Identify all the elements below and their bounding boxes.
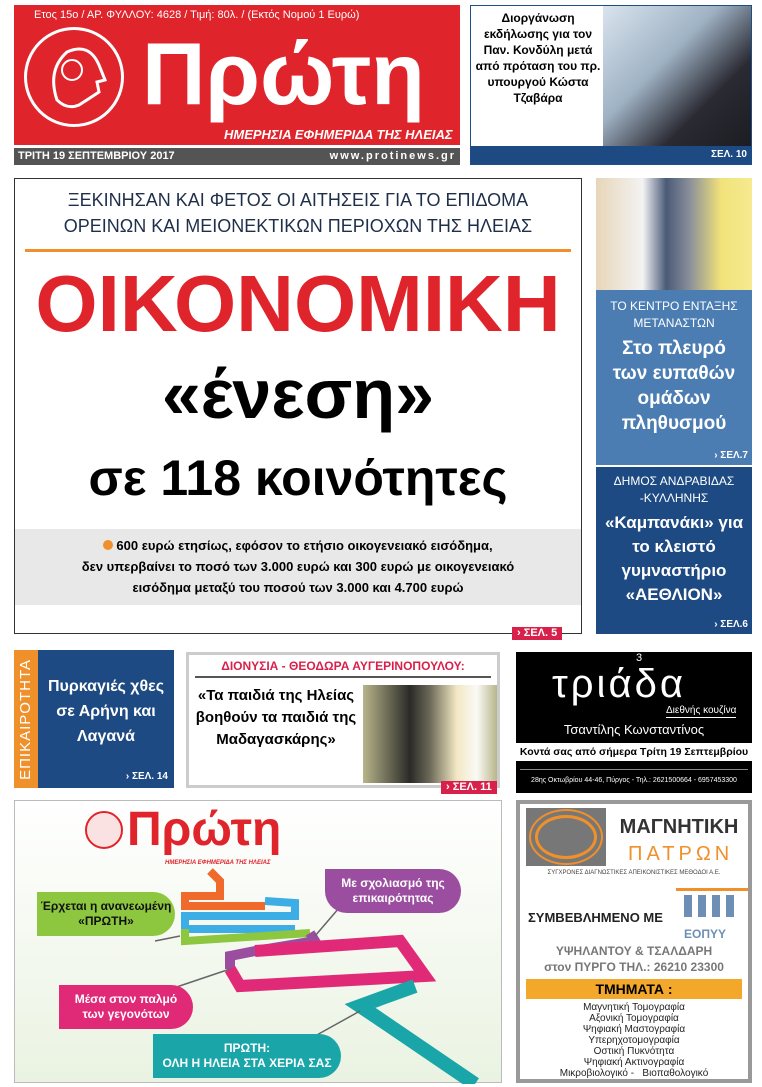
magn-tagline: ΣΥΓΧΡΟΝΕΣ ΔΙΑΓΝΩΣΤΙΚΕΣ ΑΠΕΙΚΟΝΙΣΤΙΚΕΣ ΜΕΘΟΔΟΙ Α.Ε. [547,870,721,876]
department-item: Αξονική Τομογραφία [589,1013,679,1024]
dion-page-ref[interactable]: › ΣΕΛ. 11 [441,781,497,794]
magn-logo-sub: ΠΑΤΡΩΝ [628,843,734,865]
magn-phone: στον ΠΥΡΓΟ ΤΗΛ.: 26210 23300 [544,960,724,974]
lead-kicker-line: ΞΕΚΙΝΗΣΑΝ ΚΑΙ ΦΕΤΟΣ ΟΙ ΑΙΤΗΣΕΙΣ ΓΙΑ ΤΟ ΕΠΙΔΟΜΑ [67,190,529,210]
lead-kicker-line: ΟΡΕΙΝΩΝ ΚΑΙ ΜΕΙΟΝΕΚΤΙΚΩΝ ΠΕΡΙΟΧΩΝ ΤΗΣ ΗΛΕΙΑΣ [63,216,533,236]
promo-logo: Πρώτη [127,803,282,856]
magn-logo: ΜΑΓΝΗΤΙΚΗ [619,816,739,838]
page-ref[interactable]: ΣΕΛ. 10 [710,149,747,160]
summary-line: 600 ευρώ ετησίως, εφόσον το ετήσιο οικογενειακό εισόδημα, [116,538,493,553]
dion-quote: «Τα παιδιά της Ηλείας βοηθούν τα παιδιά της Μαδαγασκάρης» [195,687,357,748]
lead-headline-2: «ένεση» [161,355,435,433]
promo-logo-sub: ΗΜΕΡΗΣΙΑ ΕΦΗΜΕΡΙΔΑ ΤΗΣ ΗΛΕΙΑΣ [165,860,271,866]
masthead-subtitle: ΗΜΕΡΗΣΙΑ ΕΦΗΜΕΡΙΔΑ ΤΗΣ ΗΛΕΙΑΣ [224,127,453,142]
eopyy-logo-icon [676,888,748,924]
lead-headline-3: σε 118 κοινότητες [88,450,508,506]
teaser-photo [603,6,751,146]
lead-kicker [15,187,581,239]
dion-photo [363,685,497,783]
lead-page-ref[interactable]: › ΣΕΛ. 5 [512,627,562,640]
right-column [596,178,752,634]
side2-headline: «Καμπανάκι» για το κλειστό γυμναστήριο «ΑΕΘΛΙΟΝ» [604,513,744,604]
divider [25,249,571,252]
department-item: Μικροβιολογικό - Βιοπαθολογικό [559,1068,709,1079]
departments-list [520,1002,748,1079]
magnet-logo-icon [526,808,606,866]
departments-title: ΤΜΗΜΑΤΑ : [526,979,742,999]
masthead [14,5,460,145]
lead-story [14,178,582,634]
issue-line: Ετος 15ο / ΑΡ. ΦΥΛΛΟΥ: 4628 / Τιμή: 80λ. / (Εκτός Νομού 1 Ευρώ) [34,9,360,21]
department-item: Οστική Πυκνότητα [593,1046,675,1057]
issue-date: ΤΡΙΤΗ 19 ΣΕΠΤΕΜΒΡΙΟΥ 2017 [18,150,175,162]
masthead-title: Πρώτη [142,24,425,123]
contracted-label: ΣΥΜΒΕΒΛΗΜΕΝΟ ΜΕ [528,910,663,925]
section-label-strip [14,650,38,788]
department-item: Ψηφιακή Μαστογραφία [582,1024,686,1035]
section-label: ΕΠΙΚΑΙΡΟΤΗΤΑ [17,658,34,780]
triada-sup: 3 [636,652,643,664]
teaser-page-bar [471,146,751,164]
website-link[interactable]: www.protinews.gr [329,150,456,162]
promo-renewed-proti [14,800,502,1083]
side1-photo [596,178,752,290]
ad-magnitiki[interactable] [516,800,752,1083]
department-item: Μαγνητική Τομογραφία [583,1002,685,1013]
side2-story[interactable] [596,467,752,634]
divider [520,769,748,770]
ad-triada[interactable] [516,652,752,793]
ribbon-pink [230,941,425,986]
promo-bubble-teal [153,1034,341,1078]
page-ref[interactable]: › ΣΕΛ.6 [714,619,748,630]
news-box-madagascar[interactable] [186,652,500,788]
triada-address: 28ης Οκτωβρίου 44-46, Πύργος - Τηλ.: 2621500664 - 6957453300 [531,777,737,784]
side2-kicker: ΔΗΜΟΣ ΑΝΔΡΑΒΙΔΑΣ -ΚΥΛΛΗΝΗΣ [613,474,735,505]
triada-owner: Τσαντίλης Κωνσταντίνος [563,722,705,737]
fires-headline: Πυρκαγιές χθες σε Αρήνη και Λαγανά [47,678,165,745]
lead-summary [15,529,581,605]
date-bar [14,148,460,165]
dion-kicker: ΔΙΟΝΥΣΙΑ - ΘΕΟΔΩΡΑ ΑΥΓΕΡΙΝΟΠΟΥΛΟΥ: [195,659,491,678]
side1-story[interactable] [596,290,752,465]
teaser-kondylis[interactable] [470,5,752,165]
page-ref[interactable]: › ΣΕΛ. 14 [125,771,168,782]
coin-logo-icon [24,27,124,127]
page-ref[interactable]: › ΣΕΛ.7 [714,450,748,461]
promo-bubble-pulse: Μέσα στον παλμό των γεγονότων [59,985,193,1029]
side1-headline: Στο πλευρό των ευπαθών ομάδων πληθυσμού [612,338,736,434]
side1-kicker: ΤΟ ΚΕΝΤΡΟ ΕΝΤΑΞΗΣ ΜΕΤΑΝΑΣΤΩΝ [610,299,738,330]
magn-address: ΥΨΗΛΑΝΤΟΥ & ΤΣΑΛΔΑΡΗ [555,944,713,958]
summary-line: δεν υπερβαίνει το ποσό των 3.000 ευρώ και 300 ευρώ με οικογενειακό [81,559,515,574]
triada-announce: Κοντά σας από σήμερα Τρίτη 19 Σεπτεμβρίου [516,743,752,761]
bullet-icon [103,540,113,550]
ribbon-teal [360,986,475,1084]
lead-headline-1: ΟΙΚΟΝΟΜΙΚΗ [35,259,561,348]
ribbon-orange [185,871,265,906]
department-item: Ψηφιακή Ακτινογραφία [583,1057,685,1068]
summary-line: εισόδημα μεταξύ του ποσού των 3.000 και 4.700 ευρώ [132,580,464,595]
eopyy-label: ΕΟΠΥΥ [684,927,727,941]
bubble-line: ΟΛΗ Η ΗΛΕΙΑ ΣΤΑ ΧΕΡΙΑ ΣΑΣ [162,1056,332,1070]
triada-tagline: Διεθνής κουζίνα [666,705,737,716]
department-item: Υπερηχοτομογραφία [588,1035,680,1046]
triada-logo: τριάδα [552,662,686,706]
news-box-fires[interactable] [14,650,174,788]
teaser-text: Διοργάνωση εκδήλωσης για τον Παν. Κονδύλη μετά από πρόταση του πρ. υπουργού Κώστα Τζαβάρα [475,11,601,105]
promo-bubble-renewed: Έρχεται η ανανεωμένη «ΠΡΩΤΗ» [37,892,175,936]
bubble-line: ΠΡΩΤΗ: [223,1041,271,1055]
promo-bubble-commentary: Με σχολιασμό της επικαιρότητας [325,869,461,913]
